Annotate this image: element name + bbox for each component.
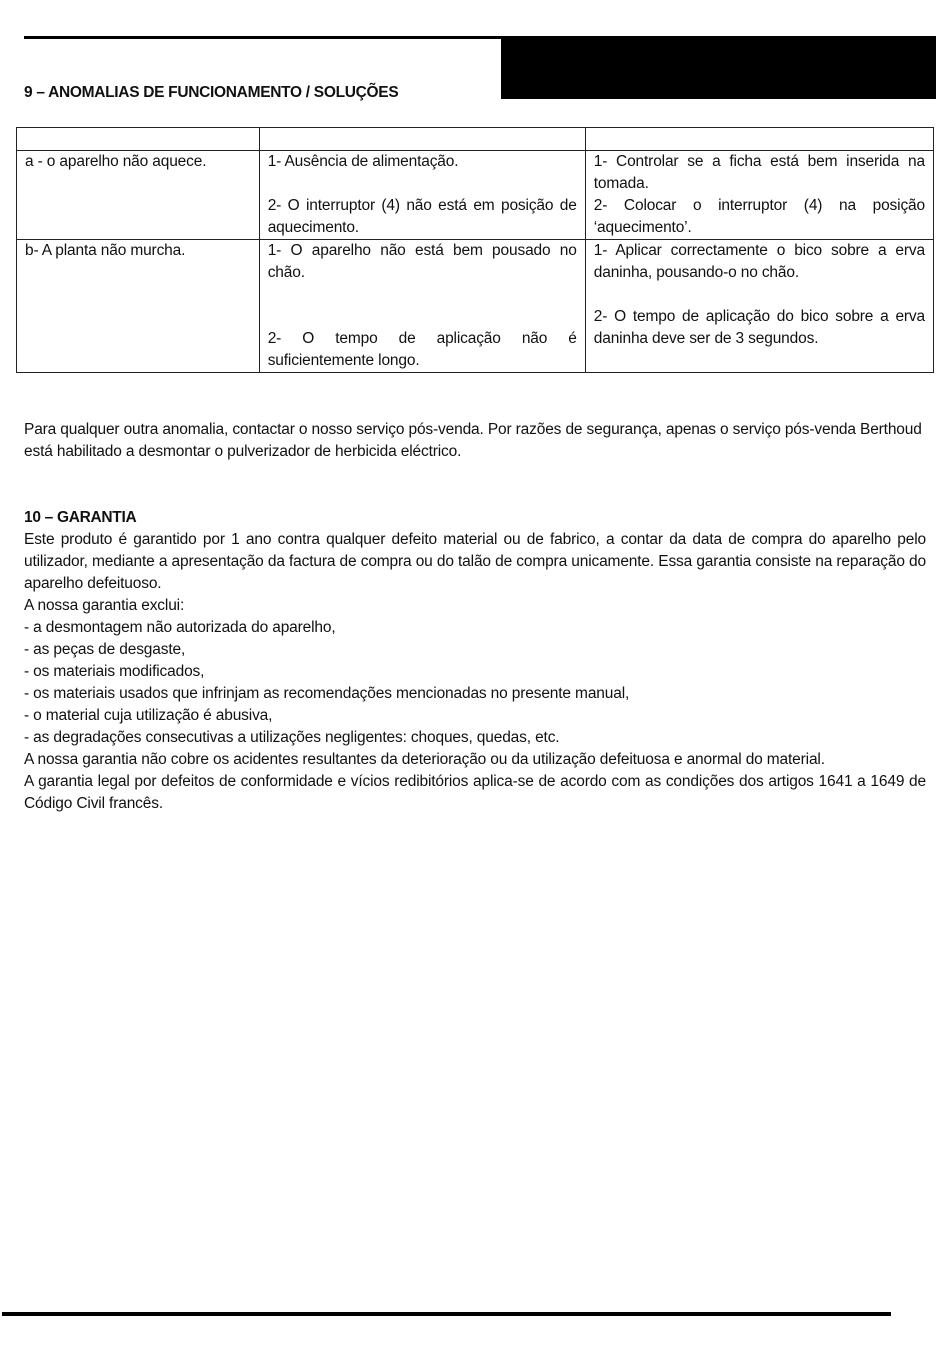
footer-rule: [2, 1312, 891, 1316]
section-10-guarantee: [24, 507, 926, 815]
other-anomaly-paragraph: Para qualquer outra anomalia, contactar o nosso serviço pós-venda. Por razões de segurança, apenas o serviço pós-venda Berthoud está habilitado a desmontar o pulverizador de herbicida eléctrico.: [24, 421, 922, 460]
anomalies-table: [16, 127, 934, 373]
solution-text: 2- Colocar o interruptor (4) na posição ‘aquecimento’.: [593, 197, 925, 236]
cause-text: 2- O tempo de aplicação não é suficientemente longo.: [267, 330, 577, 369]
cause-text: 1- O aparelho não está bem pousado no chão.: [267, 242, 577, 281]
table-row: [17, 240, 934, 373]
cause-text: 1- Ausência de alimentação.: [267, 153, 459, 170]
anomaly-text: b- A planta não murcha.: [25, 242, 186, 259]
list-item: - os materiais modificados,: [24, 663, 205, 680]
header-cell-cause: [259, 128, 585, 151]
solution-cell: [585, 240, 933, 373]
anomaly-cell: [17, 151, 260, 240]
cause-text: 2- O interruptor (4) não está em posição de aquecimento.: [267, 197, 577, 236]
cause-cell: [259, 240, 585, 373]
solution-text: 1- Controlar se a ficha está bem inserida na tomada.: [593, 153, 925, 192]
anomaly-cell: [17, 240, 260, 373]
header-rule: [24, 36, 502, 39]
anomaly-text: a - o aparelho não aquece.: [25, 153, 207, 170]
section-9-title: 9 – ANOMALIAS DE FUNCIONAMENTO / SOLUÇÕES: [24, 84, 399, 101]
header-cell-solution: [585, 128, 933, 151]
section-10-title: 10 – GARANTIA: [24, 509, 137, 526]
list-item: - as degradações consecutivas a utilizações negligentes: choques, quedas, etc.: [24, 729, 560, 746]
guarantee-intro: Este produto é garantido por 1 ano contra qualquer defeito material ou de fabrico, a contar da data de compra do aparelho pelo utilizador, mediante a apresentação da factura de compra ou do talão de compra unicamente. Essa garantia consiste na reparação do aparelho defeituoso.: [24, 531, 926, 592]
table-header-row: [17, 128, 934, 151]
solution-text: 2- O tempo de aplicação do bico sobre a erva daninha deve ser de 3 segundos.: [593, 308, 925, 347]
header-cell-anomaly: [17, 128, 260, 151]
list-item: - a desmontagem não autorizada do aparelho,: [24, 619, 336, 636]
solution-cell: [585, 151, 933, 240]
legal-note: A garantia legal por defeitos de conformidade e vícios redibitórios aplica-se de acordo com as condições dos artigos 1641 a 1649 de Código Civil francês.: [24, 773, 926, 812]
header-black-band: [501, 36, 936, 99]
list-item: - o material cuja utilização é abusiva,: [24, 707, 273, 724]
list-item: - as peças de desgaste,: [24, 641, 186, 658]
accidents-note: A nossa garantia não cobre os acidentes resultantes da deterioração ou da utilização defeituosa e anormal do material.: [24, 751, 825, 768]
list-item: - os materiais usados que infrinjam as recomendações mencionadas no presente manual,: [24, 685, 630, 702]
table-row: [17, 151, 934, 240]
solution-text: 1- Aplicar correctamente o bico sobre a erva daninha, pousando-o no chão.: [593, 242, 925, 281]
exclusions-heading: A nossa garantia exclui:: [24, 597, 185, 614]
cause-cell: [259, 151, 585, 240]
